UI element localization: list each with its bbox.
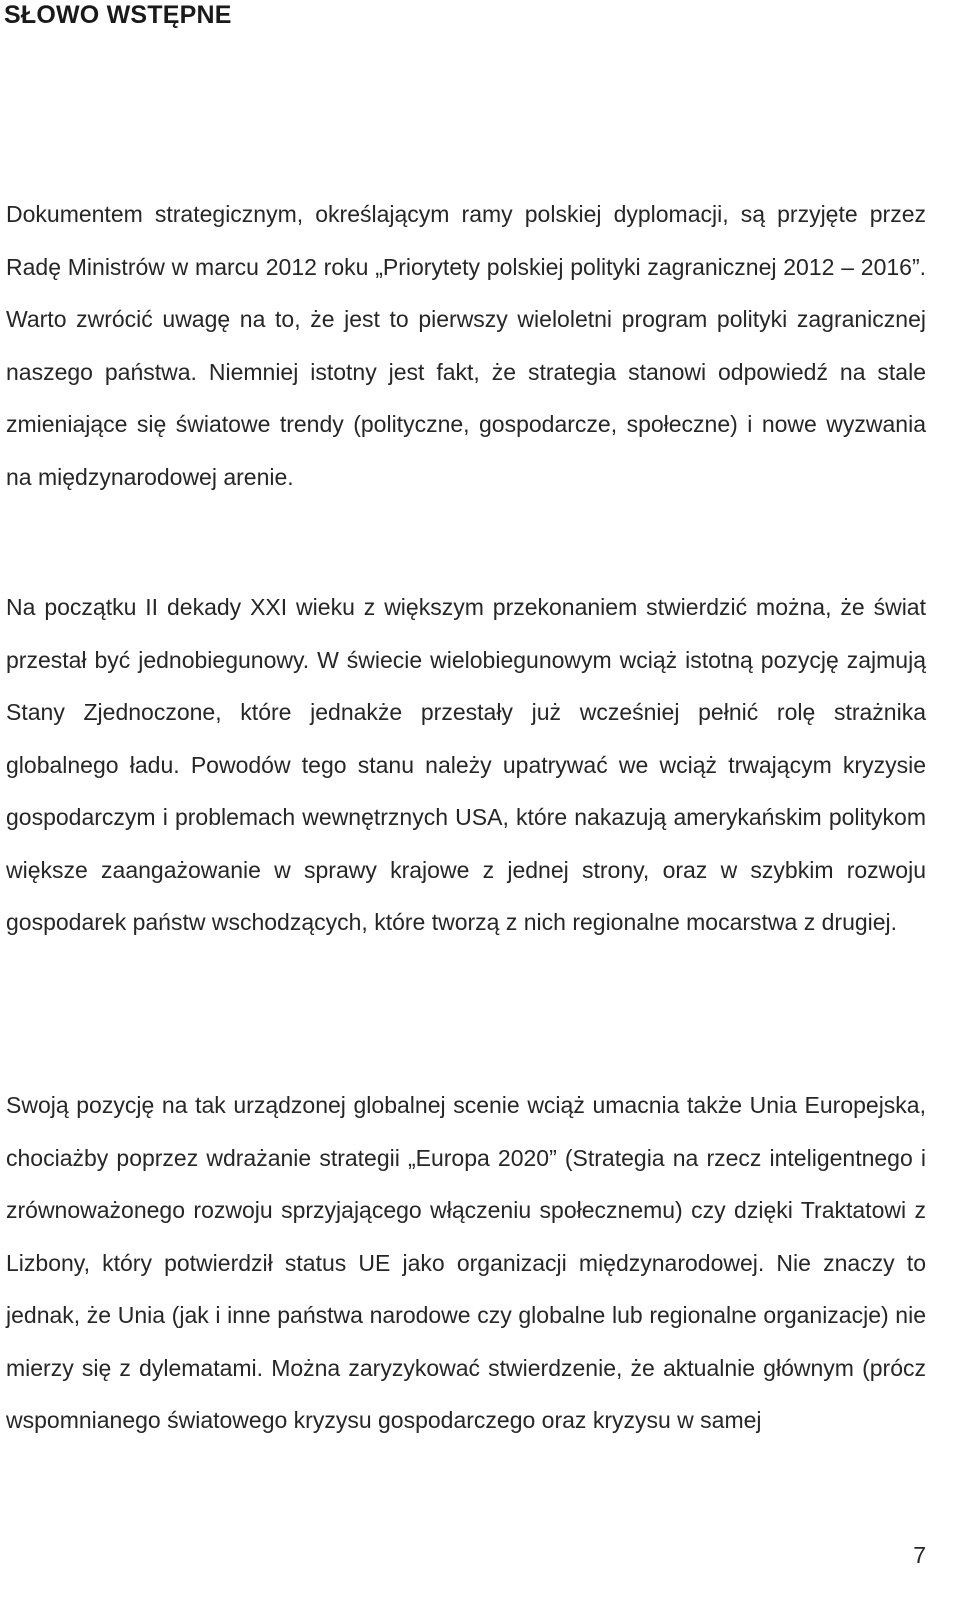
paragraph-1: Dokumentem strategicznym, określającym ramy polskiej dyplomacji, są przyjęte przez Radę Ministrów w marcu 2012 roku „Priorytety polskiej polityki zagranicznej 2012 – 2016”. Warto zwrócić uwagę na to, że jest to pierwszy wieloletni program polityki zagranicznej naszego państwa. Niemniej istotny jest fakt, że strategia stanowi odpowiedź na stale zmieniające się światowe trendy (polityczne, gospodarcze, społeczne) i nowe wyzwania na międzynarodowej arenie. [6,201,926,490]
page-number: 7 [913,1542,926,1568]
paragraph-3: Swoją pozycję na tak urządzonej globalnej scenie wciąż umacnia także Unia Europejska, chociażby poprzez wdrażanie strategii „Europa 2020” (Strategia na rzecz inteligentnego i zrównoważonego rozwoju sprzyjającego włączeniu społecznemu) czy dzięki Traktatowi z Lizbony, który potwierdził status UE jako organizacji międzynarodowej. Nie znaczy to jednak, że Unia (jak i inne państwa narodowe czy globalne lub regionalne organizacje) nie mierzy się z dylematami. Można zaryzykować stwierdzenie, że aktualnie głównym (prócz wspomnianego światowego kryzysu gospodarczego oraz kryzysu w samej [6,1092,926,1433]
paragraph-2: Na początku II dekady XXI wieku z większym przekonaniem stwierdzić można, że świat przestał być jednobiegunowy. W świecie wielobiegunowym wciąż istotną pozycję zajmują Stany Zjednoczone, które jednakże przestały już wcześniej pełnić rolę strażnika globalnego ładu. Powodów tego stanu należy upatrywać we wciąż trwającym kryzysie gospodarczym i problemach wewnętrznych USA, które nakazują amerykańskim politykom większe zaangażowanie w sprawy krajowe z jednej strony, oraz w szybkim rozwoju gospodarek państw wschodzących, które tworzą z nich regionalne mocarstwa z drugiej. [6,594,926,935]
page-title: SŁOWO WSTĘPNE [4,1,232,29]
